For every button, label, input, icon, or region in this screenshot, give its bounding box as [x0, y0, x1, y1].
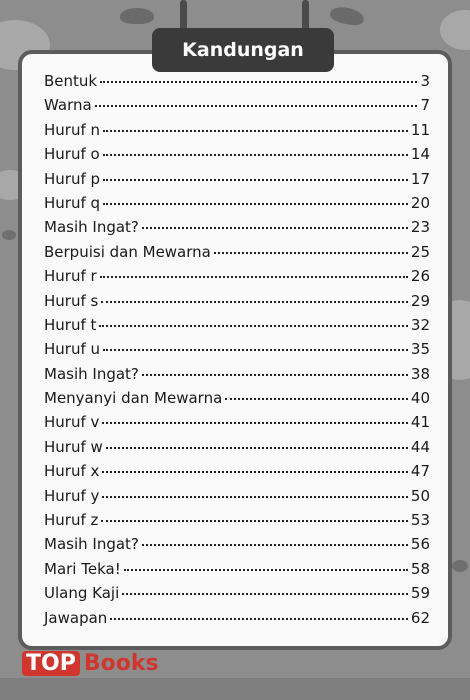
- toc-entry: [44, 72, 430, 96]
- watermark-logo-books: Books: [83, 650, 159, 676]
- toc-dot-leader: [103, 349, 408, 351]
- toc-entry-page: 59: [410, 584, 430, 603]
- toc-entry-title: Mari Teka!: [44, 559, 121, 578]
- toc-dot-leader: [122, 593, 408, 595]
- leaf-decoration-right: [329, 5, 366, 28]
- toc-dot-leader: [142, 227, 408, 229]
- toc-entry-title: Huruf x: [44, 462, 100, 481]
- toc-dot-leader: [214, 252, 408, 254]
- toc-entry-page: 11: [410, 120, 430, 139]
- toc-entry: [44, 145, 430, 169]
- toc-dot-leader: [99, 325, 408, 327]
- toc-entry-title: Bentuk: [44, 72, 98, 90]
- background-spot: [452, 560, 468, 572]
- toc-dot-leader: [102, 496, 408, 498]
- toc-entry-page: 26: [410, 267, 430, 286]
- toc-entry: [44, 438, 430, 462]
- toc-dot-leader: [110, 618, 408, 620]
- toc-entry-page: 17: [410, 169, 430, 188]
- toc-dot-leader: [103, 203, 408, 205]
- toc-entry: [44, 365, 430, 389]
- toc-dot-leader: [103, 130, 408, 132]
- toc-entry-page: 35: [410, 340, 430, 359]
- toc-entry: [44, 243, 430, 267]
- toc-entry-page: 3: [420, 72, 430, 90]
- page-title: Kandungan: [152, 28, 334, 72]
- toc-entry: [44, 96, 430, 120]
- toc-entry-page: 7: [420, 96, 430, 115]
- toc-entry: [44, 560, 430, 584]
- toc-entry-title: Huruf u: [44, 340, 101, 359]
- toc-entry-page: 38: [410, 364, 430, 383]
- watermark-logo-top: TOP: [22, 651, 80, 676]
- toc-entry: [44, 292, 430, 316]
- toc-entry: [44, 584, 430, 608]
- toc-entry-title: Huruf t: [44, 315, 97, 334]
- toc-entry-title: Huruf w: [44, 437, 103, 456]
- toc-dot-leader: [100, 81, 417, 83]
- leaf-decoration-left: [120, 8, 154, 24]
- toc-entry-page: 44: [410, 437, 430, 456]
- toc-entry-title: Huruf z: [44, 511, 99, 530]
- toc-entry-page: 62: [410, 608, 430, 627]
- toc-entry: [44, 462, 430, 486]
- toc-entry: [44, 487, 430, 511]
- toc-dot-leader: [103, 179, 408, 181]
- toc-dot-leader: [106, 447, 408, 449]
- toc-dot-leader: [142, 374, 408, 376]
- toc-dot-leader: [102, 471, 408, 473]
- toc-entry-title: Ulang Kaji: [44, 584, 120, 603]
- toc-entry-page: 53: [410, 511, 430, 530]
- toc-entry-title: Huruf q: [44, 193, 101, 212]
- toc-entry-page: 25: [410, 242, 430, 261]
- background-spot: [2, 230, 16, 240]
- toc-entry: [44, 413, 430, 437]
- toc-dot-leader: [101, 520, 408, 522]
- toc-entry-page: 47: [410, 462, 430, 481]
- toc-entry-page: 56: [410, 535, 430, 554]
- toc-entry-page: 32: [410, 315, 430, 334]
- toc-entry-title: Warna: [44, 96, 92, 115]
- table-of-contents: [44, 72, 430, 633]
- toc-entry-title: Masih Ingat?: [44, 535, 139, 554]
- toc-entry: [44, 170, 430, 194]
- toc-dot-leader: [124, 569, 408, 571]
- toc-entry-page: 20: [410, 193, 430, 212]
- toc-entry-page: 40: [410, 389, 430, 408]
- toc-entry: [44, 121, 430, 145]
- toc-dot-leader: [101, 301, 408, 303]
- toc-entry: [44, 267, 430, 291]
- toc-entry-title: Berpuisi dan Mewarna: [44, 242, 211, 261]
- toc-entry-title: Huruf p: [44, 169, 101, 188]
- toc-entry-title: Masih Ingat?: [44, 364, 139, 383]
- toc-entry-title: Huruf r: [44, 267, 97, 286]
- toc-entry: [44, 194, 430, 218]
- toc-entry-page: 41: [410, 413, 430, 432]
- toc-dot-leader: [142, 544, 408, 546]
- toc-entry: [44, 389, 430, 413]
- toc-entry: [44, 535, 430, 559]
- toc-entry: [44, 609, 430, 633]
- toc-dot-leader: [95, 105, 418, 107]
- toc-entry: [44, 316, 430, 340]
- bottom-strip: [0, 678, 470, 700]
- toc-entry: [44, 340, 430, 364]
- toc-dot-leader: [225, 398, 408, 400]
- toc-entry-page: 58: [410, 559, 430, 578]
- toc-entry: [44, 218, 430, 242]
- toc-entry-title: Huruf n: [44, 120, 101, 139]
- toc-dot-leader: [102, 422, 408, 424]
- toc-entry-title: Masih Ingat?: [44, 218, 139, 237]
- toc-entry-page: 14: [410, 145, 430, 164]
- toc-dot-leader: [103, 154, 408, 156]
- toc-entry-title: Huruf o: [44, 145, 100, 164]
- background-blob: [440, 10, 470, 50]
- toc-entry: [44, 511, 430, 535]
- watermark-logo: [22, 648, 159, 678]
- toc-entry-title: Huruf s: [44, 291, 99, 310]
- toc-entry-page: 23: [410, 218, 430, 237]
- toc-dot-leader: [100, 276, 408, 278]
- toc-entry-page: 29: [410, 291, 430, 310]
- toc-entry-page: 50: [410, 486, 430, 505]
- toc-entry-title: Menyanyi dan Mewarna: [44, 389, 223, 408]
- toc-entry-title: Jawapan: [44, 608, 108, 627]
- toc-entry-title: Huruf v: [44, 413, 100, 432]
- toc-entry-title: Huruf y: [44, 486, 100, 505]
